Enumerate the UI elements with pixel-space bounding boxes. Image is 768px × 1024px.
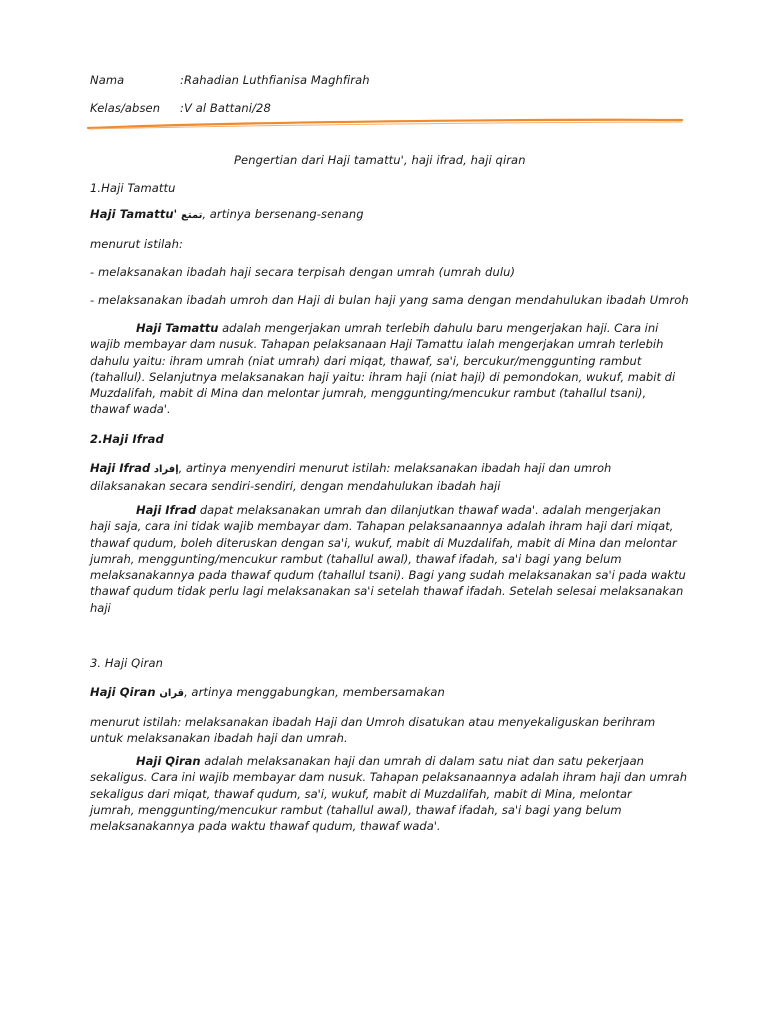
qiran-para-line: jumrah, menggunting/mencukur rambut (tahallul awal), thawaf ifadah, sa'i bagi yang belum xyxy=(90,802,622,817)
ifrad-para-line: jumrah, menggunting/mencukur rambut (tahallul awal), thawaf ifadah, sa'i bagi yang belum xyxy=(90,551,622,566)
nama-label: Nama xyxy=(90,73,125,87)
tamattu-para-line: (tahallul). Selanjutnya melaksanakan haji yaitu: ihram haji (niat haji) di pemondokan, wukuf, mabit di xyxy=(90,369,676,384)
qiran-para-line: melaksanakannya pada waktu thawaf qudum, thawaf wada'. xyxy=(90,819,441,834)
qiran-heading: 3. Haji Qiran xyxy=(90,656,163,670)
kelas-value: :V al Battani/28 xyxy=(180,101,271,115)
tamattu-para-line: Muzdalifah, mabit di Mina dan melontar jumrah, menggunting/mencukur rambut (tahallul tsani), xyxy=(90,386,647,401)
tamattu-paragraph xyxy=(90,320,675,418)
ifrad-para-line: haji saja, cara ini tidak wajib membayar dam. Tahapan pelaksanaannya adalah ihram haji dari miqat, xyxy=(90,519,674,534)
qiran-istilah xyxy=(90,714,655,747)
qiran-para-line: adalah melaksanakan haji dan umrah di dalam satu niat dan satu pekerjaan xyxy=(200,754,644,768)
qiran-para-line: sekaligus dari miqat, thawaf qudum, sa'i, wukuf, mabit di Muzdalifah, mabit di Mina, melontar xyxy=(90,786,632,801)
ifrad-arabic: إفراد xyxy=(153,464,179,475)
tamattu-definition xyxy=(90,206,364,224)
ifrad-para-line: dapat melaksanakan umrah dan dilanjutkan thawaf wada'. adalah mengerjakan xyxy=(196,503,661,517)
ifrad-meaning-line: , artinya menyendiri menurut istilah: melaksanakan ibadah haji dan umroh xyxy=(178,461,612,475)
ifrad-para-term: Haji Ifrad xyxy=(136,503,197,517)
tamattu-meaning: , artinya bersenang-senang xyxy=(202,207,364,221)
ifrad-para-line: melaksanakannya pada thawaf qudum (tahallul tsani). Bagi yang sudah melaksanakan sa'i pada waktu xyxy=(90,568,686,583)
tamattu-term: Haji Tamattu' xyxy=(90,207,178,221)
qiran-arabic: قران xyxy=(159,688,185,699)
tamattu-heading: 1.Haji Tamattu xyxy=(90,181,176,195)
tamattu-bullet-1: - melaksanakan ibadah haji secara terpisah dengan umrah (umrah dulu) xyxy=(90,265,516,279)
qiran-paragraph xyxy=(90,753,687,834)
ifrad-term: Haji Ifrad xyxy=(90,461,151,475)
ifrad-para-line: thawaf qudum tidak perlu lagi melaksanakan sa'i setelah thawaf ifadah. Setelah selesai melaksanakan xyxy=(90,584,684,599)
tamattu-istilah: menurut istilah: xyxy=(90,237,183,251)
ifrad-para-line: haji xyxy=(90,600,111,615)
qiran-para-line: sekaligus. Cara ini wajib membayar dam nusuk. Tahapan pelaksanaannya adalah ihram haji dan umrah xyxy=(90,770,687,785)
header-divider-line xyxy=(86,118,684,132)
ifrad-paragraph xyxy=(90,502,686,616)
ifrad-meaning-line: dilaksanakan secara sendiri-sendiri, dengan mendahulukan ibadah haji xyxy=(90,479,501,494)
qiran-istilah-line: untuk melaksanakan ibadah haji dan umrah. xyxy=(90,731,348,746)
qiran-definition xyxy=(90,684,445,702)
ifrad-definition xyxy=(90,460,611,495)
document-title: Pengertian dari Haji tamattu', haji ifrad, haji qiran xyxy=(234,153,526,167)
tamattu-para-term: Haji Tamattu xyxy=(136,321,219,335)
tamattu-bullet-2: - melaksanakan ibadah umroh dan Haji di bulan haji yang sama dengan mendahulukan ibadah Umroh xyxy=(90,293,689,307)
ifrad-para-line: thawaf qudum, boleh diteruskan dengan sa'i, wukuf, mabit di Muzdalifah, mabit di Mina dan melontar xyxy=(90,535,677,550)
tamattu-arabic: تمتع xyxy=(181,210,203,221)
tamattu-para-line: thawaf wada'. xyxy=(90,402,171,417)
qiran-istilah-line: menurut istilah: melaksanakan ibadah Haji dan Umroh disatukan atau menyekaliguskan berihram xyxy=(90,715,656,729)
kelas-label: Kelas/absen xyxy=(90,101,161,115)
qiran-term: Haji Qiran xyxy=(90,685,156,699)
qiran-para-term: Haji Qiran xyxy=(136,754,201,768)
ifrad-heading: 2.Haji Ifrad xyxy=(90,432,164,446)
tamattu-para-line: adalah mengerjakan umrah terlebih dahulu baru mengerjakan haji. Cara ini xyxy=(218,321,659,335)
nama-value: :Rahadian Luthfianisa Maghfirah xyxy=(180,73,370,87)
qiran-meaning: , artinya menggabungkan, membersamakan xyxy=(184,685,445,699)
tamattu-para-line: wajib membayar dam nusuk. Tahapan pelaksanaan Haji Tamattu ialah mengerjakan umrah terlebih xyxy=(90,337,664,352)
tamattu-para-line: dahulu yaitu: ihram umrah (niat umrah) dari miqat, thawaf, sa'i, bercukur/menggunting rambut xyxy=(90,353,642,368)
